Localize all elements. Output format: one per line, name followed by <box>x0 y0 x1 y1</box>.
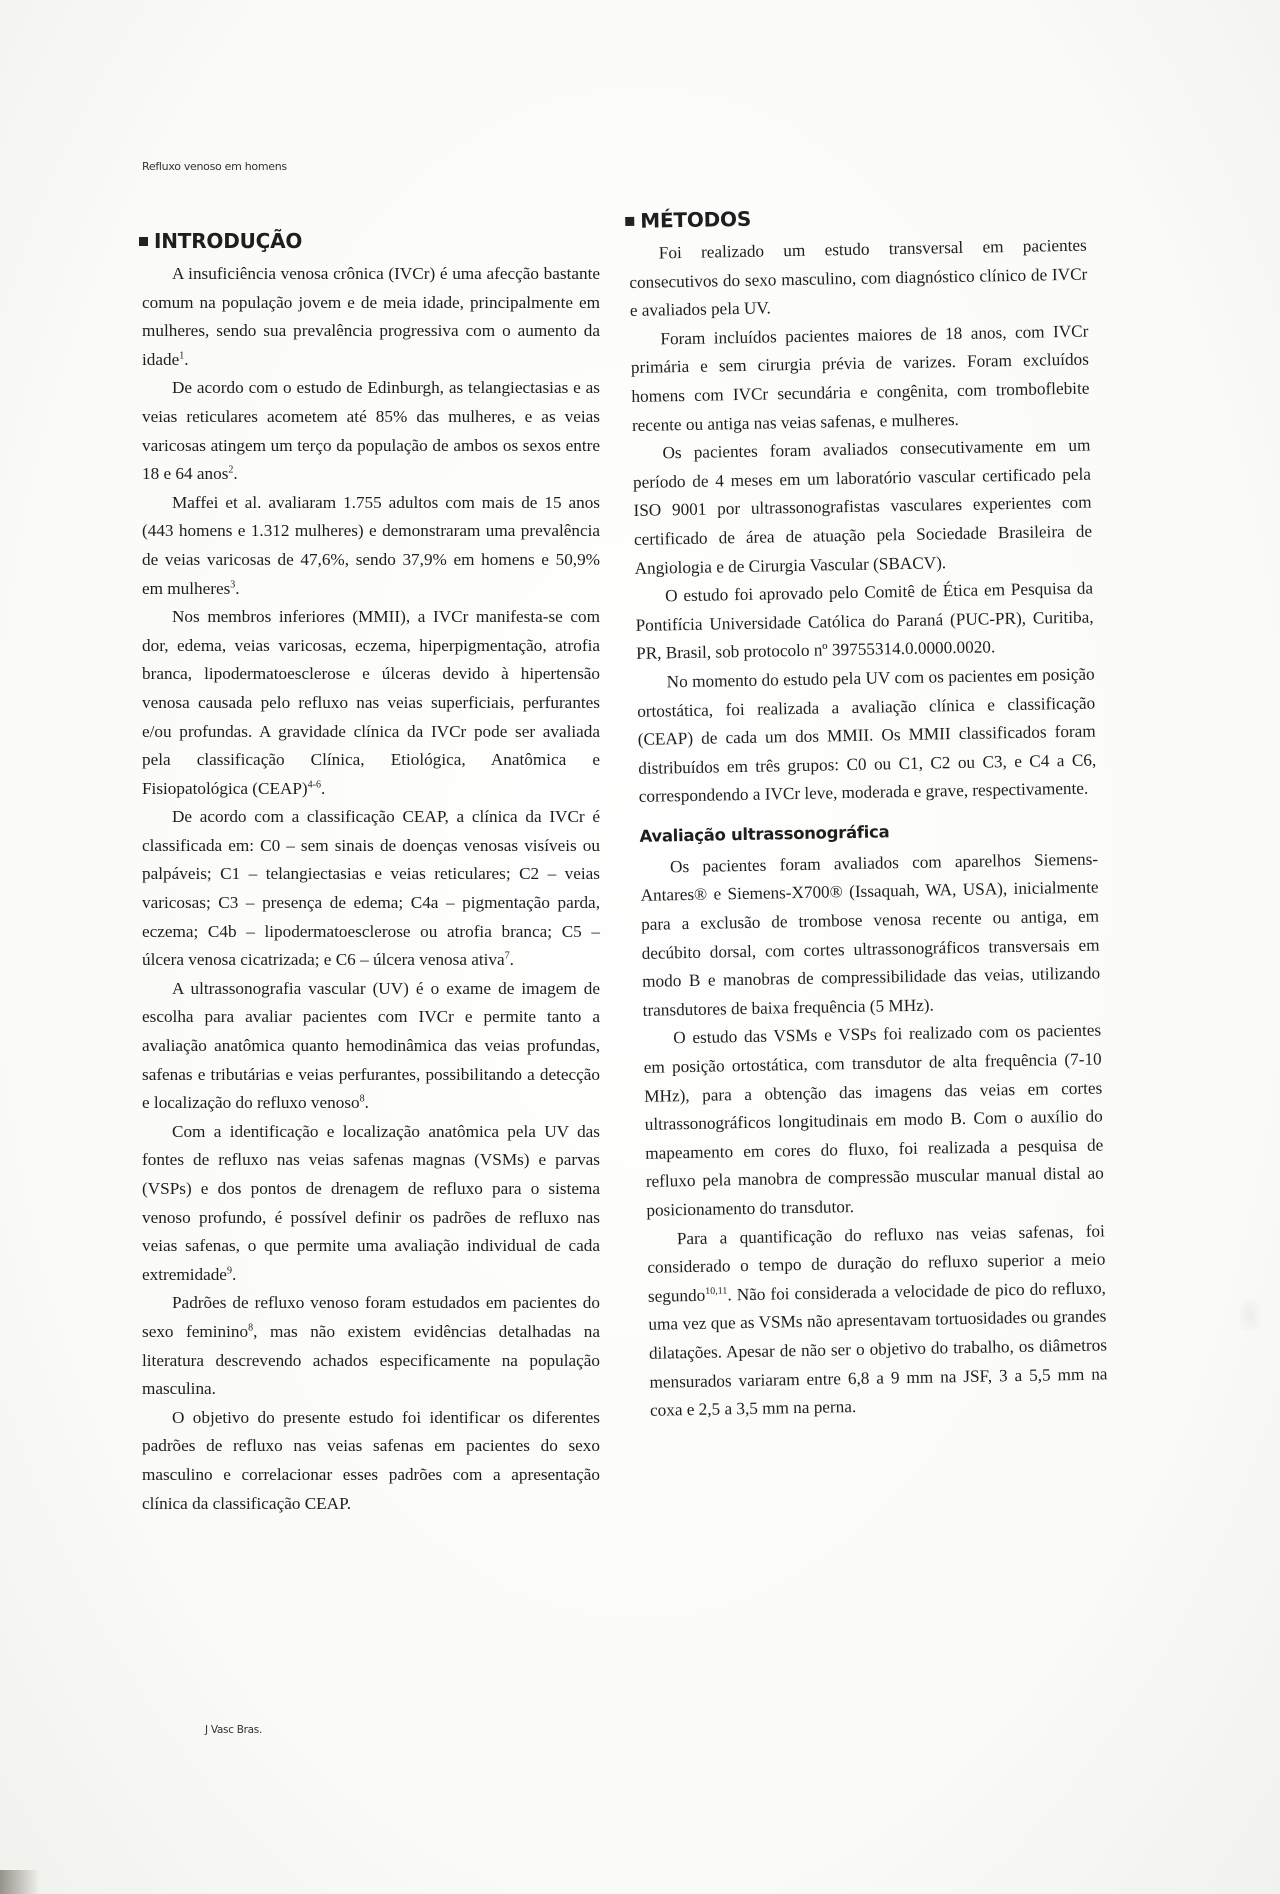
paragraph <box>142 1404 600 1518</box>
paragraph-text: De acordo com o estudo de Edinburgh, as telangiectasias e as veias reticulares acometem até 85% das mulheres, e as veias varicosas atingem um terço da população de ambos os sexos entre 18 e 64 anos <box>142 378 600 484</box>
citation-reference: 10,11 <box>705 1285 728 1297</box>
paragraph-text: . <box>184 349 189 369</box>
section-title: INTRODUÇÃO <box>154 229 303 253</box>
right-column <box>628 200 1108 1426</box>
paragraph <box>629 232 1088 326</box>
paragraph-text: O estudo foi aprovado pelo Comitê de Ética em Pesquisa da Pontifícia Universidade Católica do Paraná (PUC-PR), Curitiba, PR, Brasil, sob protocolo nº 39755314.0.0000.0020. <box>635 578 1094 664</box>
square-bullet-icon <box>625 216 634 225</box>
paragraph-text: A ultrassonografia vascular (UV) é o exame de imagem de escolha para avaliar pacientes com IVCr e permite tanto a avaliação anatômica quanto hemodinâmica das veias profundas, safenas e tributárias e veias perfurantes, possibilitando a detecção e localização do refluxo venoso <box>142 978 600 1113</box>
paragraph <box>643 1017 1105 1226</box>
paragraph-text: . Não foi considerada a velocidade de pico do refluxo, uma vez que as VSMs não apresentavam tortuosidades ou grandes dilatações. Apesar de não ser o objetivo do trabalho, os diâmetros mensurados variaram entre 6,8 a 9 mm na JSF, 3 a 5,5 mm na coxa e 2,5 a 3,5 mm na perna. <box>648 1278 1108 1420</box>
paragraph-text: . <box>235 578 240 598</box>
paragraph <box>142 1289 600 1403</box>
paragraph-text: Padrões de refluxo venoso foram estudados em pacientes do sexo feminino <box>142 1293 600 1341</box>
introducao-body <box>142 260 600 1518</box>
paragraph-text: O estudo das VSMs e VSPs foi realizado com os pacientes em posição ortostática, com transdutor de alta frequência (7-10 MHz), para a obtenção das imagens das veias em cortes ultrassonográficos longitudinais em modo B. Com o auxílio do mapeamento em cores do fluxo, foi realizada a pesquisa de refluxo pela manobra de compressão muscular manual distal ao posicionamento do transdutor. <box>643 1020 1104 1220</box>
paragraph <box>142 603 600 803</box>
square-bullet-icon <box>139 237 148 246</box>
scan-artifact <box>1240 1300 1260 1330</box>
paragraph <box>142 1118 600 1290</box>
journal-footer: J Vasc Bras. <box>205 1724 262 1736</box>
citation-reference: 8 <box>248 1322 254 1334</box>
running-head: Refluxo venoso em homens <box>142 160 287 173</box>
avaliacao-body <box>640 845 1108 1425</box>
paragraph <box>647 1217 1109 1426</box>
paragraph-text: . <box>321 778 326 798</box>
paragraph-text: Maffei et al. avaliaram 1.755 adultos com mais de 15 anos (443 homens e 1.312 mulheres) e demonstraram uma prevalência de veias varicosas de 47,6%, sendo 37,9% em homens e 50,9% em mulheres <box>142 492 600 598</box>
paragraph <box>142 803 600 975</box>
paragraph-text: O objetivo do presente estudo foi identificar os diferentes padrões de refluxo nas veias safenas em pacientes do sexo masculino e correlacionar esses padrões com a apresentação clínica da classificação CEAP. <box>142 1407 600 1513</box>
section-heading-introducao <box>142 228 600 254</box>
section-title: MÉTODOS <box>640 206 752 233</box>
citation-reference: 4-6 <box>307 778 322 790</box>
citation-reference: 9 <box>226 1265 232 1277</box>
paragraph <box>632 432 1093 583</box>
paragraph-text: Com a identificação e localização anatômica pela UV das fontes de refluxo nas veias safenas magnas (VSMs) e parvas (VSPs) e dos pontos de drenagem de refluxo para o sistema venoso profundo, é possível definir os padrões de refluxo nas veias safenas, o que permite uma avaliação individual de cada extremidade <box>142 1121 600 1284</box>
paragraph-text: . <box>509 950 514 970</box>
paragraph-text: Foi realizado um estudo transversal em pacientes consecutivos do sexo masculino, com diagnóstico clínico de IVCr e avaliados pela UV. <box>629 235 1088 321</box>
paragraph-text: Os pacientes foram avaliados com aparelhos Siemens-Antares® e Siemens-X700® (Issaquah, WA, USA), inicialmente para a exclusão de trombose venosa recente ou antiga, em decúbito dorsal, com cortes ultrassonográficos transversais em modo B e manobras de compressibilidade das veias, utilizando transdutores de baixa frequência (5 MHz). <box>640 849 1101 1020</box>
subsection-heading: Avaliação ultrassonográfica <box>639 822 890 846</box>
paragraph-text: . <box>364 1093 369 1113</box>
paragraph <box>142 260 600 374</box>
paragraph-text: A insuficiência venosa crônica (IVCr) é uma afecção bastante comum na população jovem e de meia idade, principalmente em mulheres, sendo sua prevalência progressiva com o aumento da idade <box>142 264 600 369</box>
paragraph-text: , mas não existem evidências detalhadas na literatura descrevendo achados especificamente na população masculina. <box>142 1321 600 1399</box>
paragraph <box>142 374 600 488</box>
paragraph <box>142 489 600 603</box>
metodos-body <box>629 232 1097 812</box>
paragraph-text: Os pacientes foram avaliados consecutivamente em um período de 4 meses em um laboratório vascular certificado pela ISO 9001 por ultrassonografistas vasculares experientes com certificado de área de atuação pela Sociedade Brasileira de Angiologia e de Cirurgia Vascular (SBACV). <box>632 435 1093 578</box>
citation-reference: 2 <box>228 464 234 476</box>
citation-reference: 1 <box>179 350 185 362</box>
paragraph-text: . <box>231 1264 237 1284</box>
paragraph-text: No momento do estudo pela UV com os pacientes em posição ortostática, foi realizada a avaliação clínica e classificação (CEAP) de cada um dos MMII. Os MMII classificados foram distribuídos em três grupos: C0 ou C1, C2 ou C3, e C4 a C6, correspondendo a IVCr leve, moderada e grave, respectivamente. <box>637 664 1097 807</box>
paragraph <box>636 660 1097 811</box>
paragraph <box>635 575 1094 669</box>
left-column <box>142 228 600 1518</box>
scan-artifact <box>0 1870 40 1894</box>
citation-reference: 7 <box>504 950 510 962</box>
citation-reference: 8 <box>359 1093 365 1105</box>
paragraph-text: De acordo com a classificação CEAP, a clínica da IVCr é classificada em: C0 – sem sinais de doenças venosas visíveis ou palpáveis; C1 – telangiectasias e veias reticulares; C2 – veias varicosas; C3 – presença de edema; C4a – pigmentação parda, eczema; C4b – lipodermatoesclerose ou atrofia branca; C5 – úlcera venosa cicatrizada; e C6 – úlcera venosa ativa <box>142 807 600 970</box>
paragraph-text: . <box>233 464 238 484</box>
citation-reference: 3 <box>230 578 236 590</box>
paragraph-text: Para a quantificação do refluxo nas veias safenas, foi considerado o tempo de duração do refluxo superior a meio segundo <box>647 1221 1106 1306</box>
paragraph <box>630 317 1090 440</box>
paragraph <box>640 845 1101 1025</box>
paragraph-text: Foram incluídos pacientes maiores de 18 anos, com IVCr primária e sem cirurgia prévia de varizes. Foram excluídos homens com IVCr secundária e congênita, com tromboflebite recente ou antiga nas veias safenas, e mulheres. <box>630 321 1090 435</box>
paragraph-text: Nos membros inferiores (MMII), a IVCr manifesta-se com dor, edema, veias varicosas, eczema, hiperpigmentação, atrofia branca, lipodermatoesclerose e úlceras devido à hipertensão venosa causada pelo refluxo nas veias superficiais, perfurantes e/ou profundas. A gravidade clínica da IVCr pode ser avaliada pela classificação Clínica, Etiológica, Anatômica e Fisiopatológica (CEAP) <box>142 607 600 798</box>
paragraph <box>142 975 600 1118</box>
